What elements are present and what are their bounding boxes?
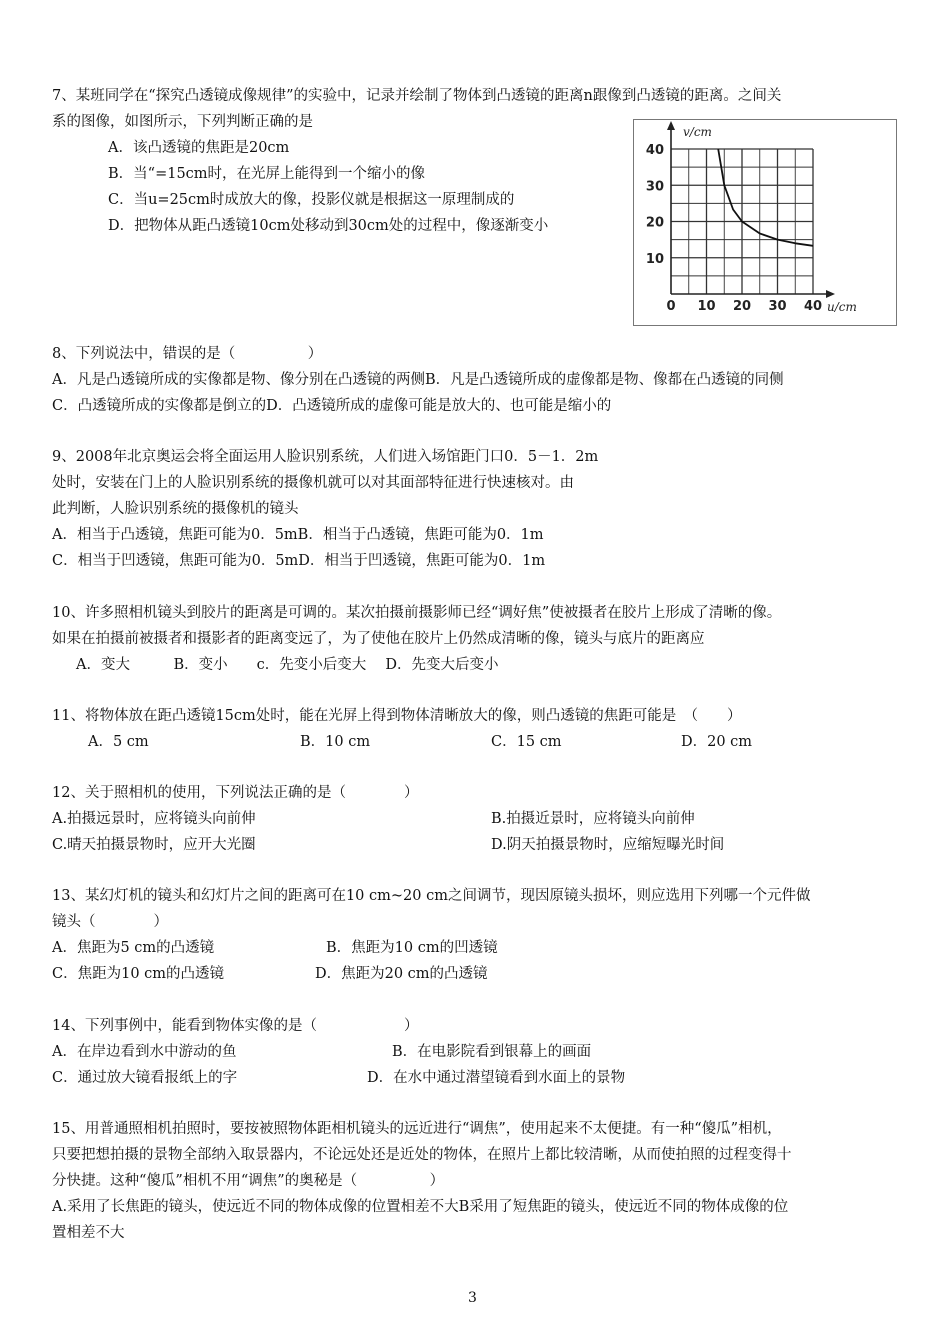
y-tick-label: 30	[645, 179, 664, 195]
x-axis-label: u/cm	[827, 300, 857, 314]
q7-option-b: B．当“=15cm时，在光屏上能得到一个缩小的像	[108, 166, 426, 182]
q15-line3: 分快捷。这种“傻瓜”相机不用“调焦”的奥秘是（ ）	[52, 1173, 445, 1189]
x-tick-label: 10	[697, 299, 716, 314]
q11-option-b: B．10 cm	[300, 734, 371, 750]
y-tick-label: 20	[645, 215, 664, 231]
x-tick-label: 30	[768, 299, 787, 314]
q7-graph	[633, 119, 897, 326]
chart-axes	[667, 121, 835, 298]
q15-line2: 只要把想拍摄的景物全部纳入取景器内，不论远处还是近处的物体，在照片上都比较清晰，从而使拍照的过程变得十	[52, 1147, 792, 1163]
q10-options: A．变大 B．变小 c．先变小后变大 D．先变大后变小	[76, 657, 499, 673]
q9-options-cd: C．相当于凹透镜，焦距可能为0．5mD．相当于凹透镜，焦距可能为0．1m	[52, 553, 546, 569]
q7-option-d: D．把物体从距凸透镜10cm处移动到30cm处的过程中，像逐渐变小	[108, 218, 549, 234]
q15-line1: 15、用普通照相机拍照时，要按被照物体距相机镜头的远近进行“调焦”，使用起来不太便捷。有一种“傻瓜”相机，	[52, 1121, 782, 1137]
q10-line1: 10、许多照相机镜头到胶片的距离是可调的。某次拍摄前摄影师已经“调好焦”使被摄者在胶片上形成了清晰的像。	[52, 605, 782, 621]
q13-option-c: C．焦距为10 cm的凸透镜	[52, 966, 225, 982]
uv-curve	[718, 149, 813, 246]
q11-option-d: D．20 cm	[681, 734, 753, 750]
q13-line2: 镜头（ ）	[52, 914, 168, 930]
q13-option-a: A．焦距为5 cm的凸透镜	[52, 940, 215, 956]
y-tick-label: 10	[645, 251, 664, 267]
y-axis-arrow	[667, 121, 675, 130]
q13-option-d: D．焦距为20 cm的凸透镜	[315, 966, 488, 982]
q12-option-c: C.晴天拍摄景物时，应开大光圈	[52, 837, 256, 853]
q8-options-ab: A．凡是凸透镜所成的实像都是物、像分别在凸透镜的两侧B．凡是凸透镜所成的虚像都是物、像都在凸透镜的同侧	[52, 372, 784, 388]
x-tick-label: 20	[732, 299, 752, 314]
q9-line1: 9、2008年北京奥运会将全面运用人脸识别系统，人们进入场馆距门口0．5－1．2m	[52, 449, 599, 465]
q7-option-a: A．该凸透镜的焦距是20cm	[108, 140, 290, 156]
x-tick-label: 40	[803, 299, 823, 314]
q12-stem: 12、关于照相机的使用，下列说法正确的是（ ）	[52, 785, 419, 801]
q14-option-d: D．在水中通过潜望镜看到水面上的景物	[367, 1070, 626, 1086]
x-axis-arrow	[826, 290, 835, 298]
uv-chart	[634, 120, 896, 325]
q13-line1: 13、某幻灯机的镜头和幻灯片之间的距离可在10 cm~20 cm之间调节，现因原镜头损坏，则应选用下列哪一个元件做	[52, 888, 811, 904]
q8-options-cd: C．凸透镜所成的实像都是倒立的D．凸透镜所成的虚像可能是放大的、也可能是缩小的	[52, 398, 612, 414]
q9-line2: 处时，安装在门上的人脸识别系统的摄像机就可以对其面部特征进行快速核对。由	[52, 475, 574, 491]
q14-option-c: C．通过放大镜看报纸上的字	[52, 1070, 238, 1086]
q12-option-d: D.阴天拍摄景物时，应缩短曝光时间	[491, 837, 725, 853]
q12-option-a: A.拍摄远景时，应将镜头向前伸	[52, 811, 256, 827]
y-tick-label: 40	[645, 143, 664, 158]
q7-option-c: C．当u=25cm时成放大的像，投影仪就是根据这一原理制成的	[108, 192, 515, 208]
q14-stem: 14、下列事例中，能看到物体实像的是（ ）	[52, 1018, 419, 1034]
q11-stem: 11、将物体放在距凸透镜15cm处时，能在光屏上得到物体清晰放大的像，则凸透镜的焦距可能是 （ ）	[52, 708, 742, 724]
page-number: 3	[468, 1290, 477, 1306]
q13-option-b: B．焦距为10 cm的凹透镜	[326, 940, 498, 956]
y-axis-label: v/cm	[683, 125, 712, 139]
q10-line2: 如果在拍摄前被摄者和摄影者的距离变远了，为了使他在胶片上仍然成清晰的像，镜头与底片的距离应	[52, 631, 705, 647]
chart-series	[718, 149, 813, 246]
q8-stem: 8、下列说法中，错误的是（ ）	[52, 346, 323, 362]
q9-line3: 此判断，人脸识别系统的摄像机的镜头	[52, 501, 299, 517]
q11-option-a: A．5 cm	[88, 734, 149, 750]
q9-options-ab: A．相当于凸透镜，焦距可能为0．5mB．相当于凸透镜，焦距可能为0．1m	[52, 527, 544, 543]
x-tick-label: 0	[666, 299, 676, 314]
q15-option-ab-line1: A.采用了长焦距的镜头，使远近不同的物体成像的位置相差不大B采用了短焦距的镜头，使远近不同的物体成像的位	[52, 1199, 789, 1215]
q12-option-b: B.拍摄近景时，应将镜头向前伸	[491, 811, 695, 827]
q15-option-b-line2: 置相差不大	[52, 1225, 125, 1241]
q14-option-b: B．在电影院看到银幕上的画面	[392, 1044, 592, 1060]
q11-option-c: C．15 cm	[491, 734, 562, 750]
q7-stem-line2: 系的图像，如图所示，下列判断正确的是	[52, 114, 313, 130]
q7-stem-line1: 7、某班同学在“探究凸透镜成像规律”的实验中，记录并绘制了物体到凸透镜的距离n跟像到凸透镜的距离。之间关	[52, 88, 782, 104]
q14-option-a: A．在岸边看到水中游动的鱼	[52, 1044, 237, 1060]
